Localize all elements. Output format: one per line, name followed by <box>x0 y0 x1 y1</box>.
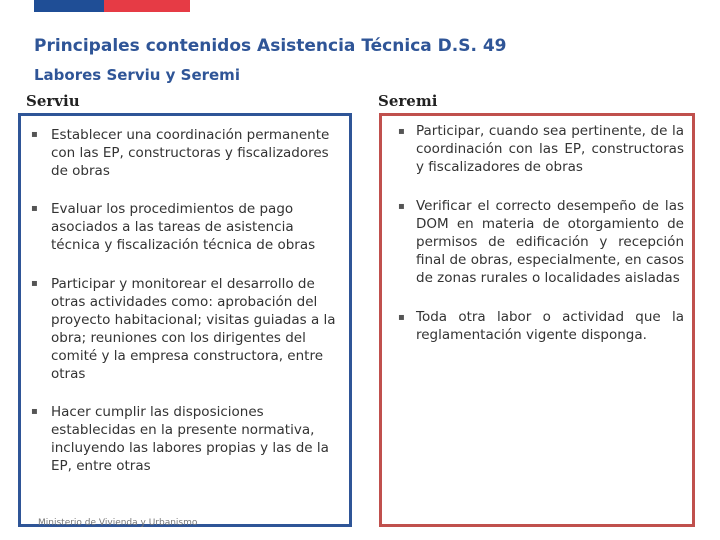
bullet-icon: ▪ <box>31 129 38 140</box>
list-item <box>31 275 339 383</box>
list-item-text: Hacer cumplir las disposiciones establecidas en la presente normativa, incluyendo las labores propias y las de la EP, entre otras <box>51 404 329 474</box>
bullet-icon: ▪ <box>398 312 405 323</box>
bullet-icon: ▪ <box>398 126 405 137</box>
seremi-list <box>396 122 684 365</box>
list-item <box>31 126 339 180</box>
list-item <box>396 308 684 344</box>
seremi-panel <box>379 113 695 527</box>
footer-text: Ministerio de Vivienda y Urbanismo <box>38 518 198 528</box>
bullet-icon: ▪ <box>398 201 405 212</box>
page-subtitle: Labores Serviu y Seremi <box>34 66 240 84</box>
bullet-icon: ▪ <box>31 278 38 289</box>
list-item-text: Establecer una coordinación permanente con las EP, constructoras y fiscalizadores de obras <box>51 127 330 179</box>
serviu-panel <box>18 113 352 527</box>
list-item <box>31 200 339 254</box>
brand-flag-bar <box>34 0 190 12</box>
flag-blue-segment <box>34 0 104 12</box>
list-item-text: Evaluar los procedimientos de pago asociados a las tareas de asistencia técnica y fiscalización técnica de obras <box>51 201 316 253</box>
list-item <box>396 197 684 287</box>
flag-red-segment <box>104 0 190 12</box>
bullet-icon: ▪ <box>31 203 38 214</box>
list-item-text: Verificar el correcto desempeño de las DOM en materia de otorgamiento de permisos de edificación y recepción final de obras, especialmente, en casos de zonas rurales o localidades aisladas <box>416 198 684 286</box>
list-item <box>31 403 339 475</box>
list-item <box>396 122 684 176</box>
serviu-heading: Serviu <box>26 92 80 110</box>
list-item-text: Participar y monitorear el desarrollo de otras actividades como: aprobación del proyecto habitacional; visitas guiadas a la obra; reuniones con los dirigentes del comité y la empresa constructora, entre otras <box>51 276 336 382</box>
serviu-list <box>31 126 339 495</box>
seremi-heading: Seremi <box>378 92 438 110</box>
list-item-text: Toda otra labor o actividad que la reglamentación vigente disponga. <box>416 309 684 343</box>
bullet-icon: ▪ <box>31 406 38 417</box>
page-title: Principales contenidos Asistencia Técnica D.S. 49 <box>34 36 507 56</box>
list-item-text: Participar, cuando sea pertinente, de la coordinación con las EP, constructoras y fiscalizadores de obras <box>416 123 684 175</box>
